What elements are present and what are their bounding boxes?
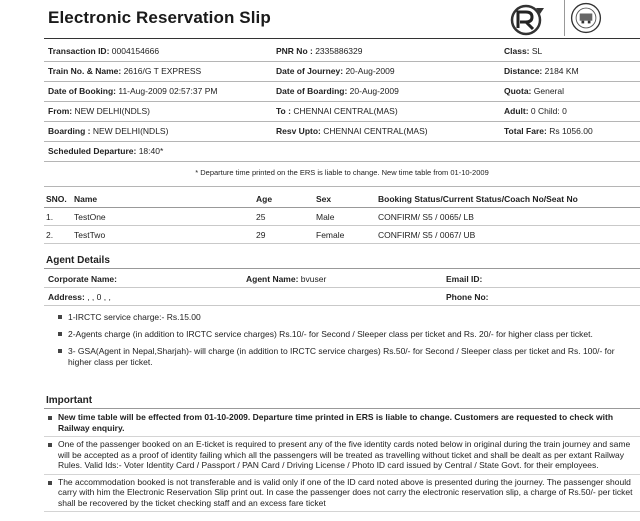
list-item: New time table will be effected from 01-10-2009. Departure time printed in ERS is liable to change. Customers are requested to check with Railway enquiry. (44, 410, 640, 437)
details-row (44, 62, 640, 82)
details-row (44, 42, 640, 62)
col-age: Age (256, 194, 273, 204)
passenger-sno: 1. (46, 212, 54, 222)
departure-note: * Departure time printed on the ERS is liable to change. New time table from 01-10-2009 (195, 168, 489, 177)
resv-upto-label: Resv Upto: (276, 126, 321, 136)
boarding-label: Boarding : (48, 126, 91, 136)
transaction-id-label: Transaction ID: (48, 46, 110, 56)
col-status: Booking Status/Current Status/Coach No/Seat No (378, 194, 578, 204)
distance-value: 2184 KM (542, 66, 579, 76)
distance-label: Distance: (504, 66, 543, 76)
details-row (44, 102, 640, 122)
passenger-table-header (44, 190, 640, 208)
divider (44, 408, 640, 409)
to-value: CHENNAI CENTRAL(MAS) (290, 106, 398, 116)
train-value: 2616/G T EXPRESS (121, 66, 202, 76)
agent-name-value: bvuser (298, 274, 327, 284)
passenger-sno: 2. (46, 230, 54, 240)
list-item: 2-Agents charge (in addition to IRCTC service charges) Rs.10/- for Second / Sleeper class per ticket and Rs. 20/- for higher class per ticket. (58, 329, 638, 340)
quota-value: General (531, 86, 564, 96)
journey-date-value: 20-Aug-2009 (343, 66, 395, 76)
indian-railways-seal-icon (564, 0, 604, 36)
important-heading: Important (46, 395, 93, 406)
col-name: Name (74, 194, 98, 204)
train-label: Train No. & Name: (48, 66, 122, 76)
journey-date-label: Date of Journey: (276, 66, 344, 76)
divider (44, 186, 640, 187)
adult-label: Adult: (504, 106, 529, 116)
reservation-slip (38, 0, 640, 521)
scheduled-departure-value: 18:40* (136, 146, 164, 156)
passenger-name: TestTwo (74, 230, 106, 240)
class-value: SL (529, 46, 543, 56)
table-row (44, 226, 640, 244)
agent-name-label: Agent Name: (246, 274, 299, 284)
divider (44, 268, 640, 269)
agent-row (44, 270, 640, 288)
details-row (44, 142, 640, 162)
passenger-name: TestOne (74, 212, 106, 222)
important-list (44, 410, 640, 512)
booking-date-value: 11-Aug-2009 02:57:37 PM (116, 86, 218, 96)
scheduled-departure-label: Scheduled Departure: (48, 146, 137, 156)
passenger-status: CONFIRM/ S5 / 0067/ UB (378, 230, 476, 240)
passenger-age: 25 (256, 212, 266, 222)
total-fare-label: Total Fare: (504, 126, 547, 136)
pnr-label: PNR No : (276, 46, 313, 56)
service-charges-list (58, 312, 638, 374)
from-label: From: (48, 106, 73, 116)
passenger-sex: Female (316, 230, 345, 240)
class-label: Class: (504, 46, 530, 56)
boarding-date-label: Date of Boarding: (276, 86, 348, 96)
col-sex: Sex (316, 194, 332, 204)
list-item: The accommodation booked is not transferable and is valid only if one of the ID card noted above is presented during the journey. The passenger should carry with him the Electronic Reservation Slip print out. In case the passenger does not carry the electronic reservation slip, a charge of Rs.50/- per ticket shall be recovered by the ticket checking staff and an excess fare ticket (44, 475, 640, 513)
list-item: One of the passenger booked on an E-ticket is required to present any of the five identity cards noted below in original during the train journey and same will be accepted as a proof of identity failing which all the passengers will be treated as travelling without ticket and shall be dealt as per extant Railway Rules. Valid Ids:- Voter Identity Card / Passport / PAN Card / Driving License / Photo ID card issued by Central / State Govt. for their employees. (44, 437, 640, 475)
passenger-age: 29 (256, 230, 266, 240)
passenger-status: CONFIRM/ S5 / 0065/ LB (378, 212, 474, 222)
irctc-logo-icon (506, 2, 550, 38)
address-value: , , 0 , , (84, 292, 111, 302)
boarding-value: NEW DELHI(NDLS) (90, 126, 169, 136)
agent-details-heading: Agent Details (46, 255, 110, 266)
col-sno: SNO. (46, 194, 67, 204)
boarding-date-value: 20-Aug-2009 (347, 86, 399, 96)
passenger-table (44, 190, 640, 244)
resv-upto-value: CHENNAI CENTRAL(MAS) (320, 126, 428, 136)
header-divider (44, 38, 640, 39)
journey-details (44, 42, 640, 162)
total-fare-value: Rs 1056.00 (546, 126, 593, 136)
to-label: To : (276, 106, 291, 116)
list-item: 3- GSA(Agent in Nepal,Sharjah)- will charge (in addition to IRCTC service charges) Rs.50/- for Second / Sleeper class per ticket and Rs. 100/- for higher class per ticket. (58, 346, 638, 368)
table-row (44, 208, 640, 226)
pnr-value: 2335886329 (312, 46, 363, 56)
from-value: NEW DELHI(NDLS) (72, 106, 151, 116)
details-row (44, 122, 640, 142)
agent-row (44, 288, 640, 306)
agent-details (44, 270, 640, 306)
passenger-sex: Male (316, 212, 335, 222)
phone-label: Phone No: (446, 292, 489, 302)
quota-label: Quota: (504, 86, 532, 96)
email-label: Email ID: (446, 274, 483, 284)
list-item: 1-IRCTC service charge:- Rs.15.00 (58, 312, 638, 323)
details-row (44, 82, 640, 102)
booking-date-label: Date of Booking: (48, 86, 116, 96)
adult-child-value: 0 Child: 0 (528, 106, 567, 116)
corporate-name-label: Corporate Name: (48, 274, 117, 284)
address-label: Address: (48, 292, 85, 302)
page-title: Electronic Reservation Slip (48, 8, 271, 27)
transaction-id-value: 0004154666 (109, 46, 160, 56)
